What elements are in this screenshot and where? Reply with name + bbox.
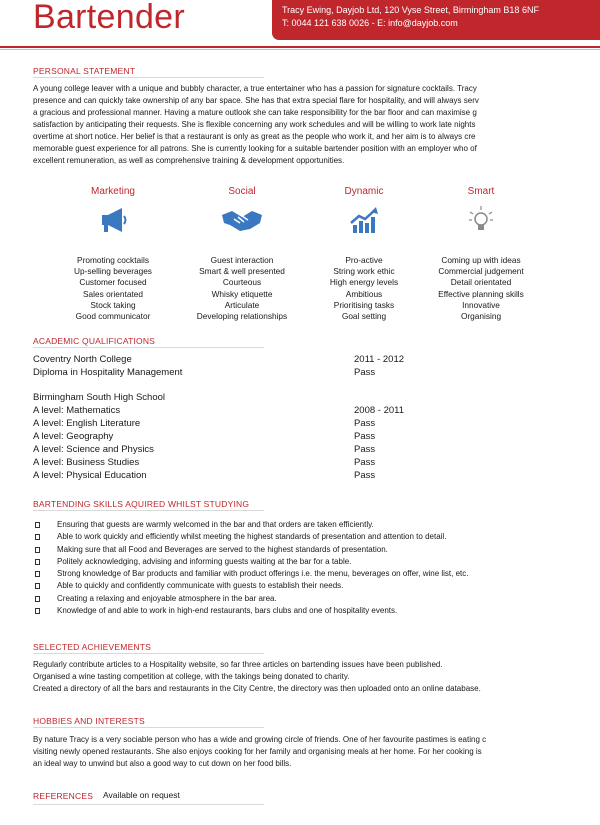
- skill-column-smart: [421, 186, 541, 322]
- bullet-box-icon: [35, 596, 40, 602]
- skill-item: Goal setting: [341, 311, 387, 322]
- section-divider: [33, 510, 264, 511]
- statement-line: satisfaction by anticipating their requests. She is flexible concerning any work schedules and will be willing to work late nights: [33, 120, 476, 129]
- skill-column-title: Dynamic: [344, 186, 384, 197]
- qualification-result: 2011 - 2012: [354, 354, 405, 365]
- bullet-box-icon: [35, 559, 40, 565]
- qualification-result: Pass: [354, 418, 376, 429]
- achievement-line: Regularly contribute articles to a Hospitality website, so far three articles on bartending issues have been published.: [33, 660, 443, 669]
- header-rule-thin: [0, 49, 600, 50]
- statement-line: a gracious and professional manner. Having a mature outlook she can take responsibility for the bar floor and can maximise g: [33, 108, 477, 117]
- skill-item: Detail orientated: [450, 277, 512, 288]
- skill-item: Good communicator: [75, 311, 151, 322]
- bullet-box-icon: [35, 534, 40, 540]
- qualification-name: Birmingham South High School: [33, 392, 166, 403]
- qualification-name: Diploma in Hospitality Management: [33, 367, 183, 378]
- bullet-box-icon: [35, 522, 40, 528]
- achievement-line: Organised a wine tasting competition at college, with the takings being donated to charity.: [33, 672, 350, 681]
- list-item-text: Knowledge of and able to work in high-end restaurants, bars clubs and one of hospitality events.: [57, 606, 398, 616]
- hobbies-line: By nature Tracy is a very sociable person who has a wide and growing circle of friends. One of her favourite pastimes is eating c: [33, 735, 487, 744]
- list-item-text: Able to work quickly and efficiently whilst meeting the highest standards of presentation and attention to detail.: [57, 532, 447, 542]
- contact-phone-email: T: 0044 121 638 0026 - E: info@dayjob.com: [282, 18, 458, 28]
- qualification-name: Coventry North College: [33, 354, 132, 365]
- personal-statement-text: [33, 83, 593, 167]
- skill-item: Developing relationships: [196, 311, 288, 322]
- bartending-heading: BARTENDING SKILLS AQUIRED WHILST STUDYING: [33, 499, 250, 509]
- qualification-name: A level: Science and Physics: [33, 444, 154, 455]
- skill-column-dynamic: [304, 186, 424, 322]
- list-item-text: Strong knowledge of Bar products and familiar with product offerings i.e. the menu, beverages on offer, wine list, etc.: [57, 569, 469, 579]
- skill-item: Guest interaction: [210, 255, 274, 265]
- skill-item: Effective planning skills: [438, 288, 524, 299]
- skill-item: Pro-active: [345, 255, 383, 265]
- contact-address: Tracy Ewing, Dayjob Ltd, 120 Vyse Street, Birmingham B18 6NF: [282, 5, 539, 15]
- statement-line: excellent remuneration, as well as comprehensive training & development opportunities.: [33, 156, 345, 165]
- section-divider: [33, 653, 264, 654]
- resume-title: Bartender: [33, 0, 186, 36]
- statement-line: memorable guest experience for all patrons. She is currently looking for a suitable bartender position with an employer who of: [33, 144, 477, 153]
- bullet-box-icon: [35, 608, 40, 614]
- qualification-result: Pass: [354, 444, 376, 455]
- skill-item: Ambitious: [345, 288, 383, 299]
- skill-item: String work ethic: [333, 266, 395, 277]
- references-text: Available on request: [103, 790, 180, 800]
- skill-column-social: [182, 186, 302, 322]
- skill-column-title: Marketing: [91, 186, 135, 197]
- lightbulb-icon: [421, 200, 541, 240]
- handshake-icon: [182, 200, 302, 240]
- qualification-result: Pass: [354, 457, 376, 468]
- qualification-name: A level: English Literature: [33, 418, 141, 429]
- list-item-text: Able to quickly and confidently communicate with guests to establish their needs.: [57, 581, 344, 591]
- hobbies-text: [33, 734, 593, 770]
- bullet-box-icon: [35, 583, 40, 589]
- qualification-result: Pass: [354, 431, 376, 442]
- skill-item: Coming up with ideas: [441, 255, 521, 265]
- skill-item: Smart & well presented: [199, 266, 285, 277]
- bullet-box-icon: [35, 571, 40, 577]
- skill-item: Prioritising tasks: [333, 299, 395, 310]
- section-divider: [33, 77, 264, 78]
- skill-item: Commercial judgement: [438, 266, 524, 277]
- skill-column-title: Smart: [467, 186, 495, 197]
- statement-line: A young college leaver with a unique and bubbly character, a true entertainer who has a passion for signature cocktails. Tracy: [33, 84, 477, 93]
- achievements-text: [33, 659, 593, 695]
- bullet-box-icon: [35, 547, 40, 553]
- skill-item: Articulate: [224, 299, 260, 310]
- qualification-result: Pass: [354, 470, 376, 481]
- references-heading: REFERENCES: [33, 791, 94, 801]
- qualification-name: A level: Mathematics: [33, 405, 121, 416]
- qualification-name: A level: Physical Education: [33, 470, 147, 481]
- contact-banner: [272, 0, 600, 40]
- skill-item: Up-selling beverages: [74, 266, 152, 277]
- achievement-line: Created a directory of all the bars and restaurants in the City Centre, the directory was then uploaded onto an online database.: [33, 684, 481, 693]
- skill-item: Promoting cocktails: [77, 255, 149, 265]
- qualification-result: Pass: [354, 367, 376, 378]
- qualification-name: A level: Geography: [33, 431, 114, 442]
- skill-item: High energy levels: [329, 277, 399, 288]
- list-item-text: Creating a relaxing and enjoyable atmosphere in the bar area.: [57, 593, 277, 603]
- hobbies-line: visiting newly opened restaurants. She also enjoys cooking for her family and organising meals at her home. For her cooking is: [33, 747, 482, 756]
- statement-line: presence and can quickly take ownership of any bar space. She has that extra special flare for hospitality, and will always serv: [33, 96, 479, 105]
- section-divider: [33, 727, 264, 728]
- skill-item: Sales orientated: [83, 288, 143, 299]
- qualification-name: A level: Business Studies: [33, 457, 140, 468]
- skill-column-title: Social: [228, 186, 256, 197]
- hobbies-heading: HOBBIES AND INTERESTS: [33, 716, 145, 726]
- growth-chart-icon: [304, 200, 424, 240]
- academic-heading: ACADEMIC QUALIFICATIONS: [33, 336, 156, 346]
- section-divider: [33, 804, 264, 805]
- section-divider: [33, 347, 264, 348]
- hobbies-line: an ideal way to unwind but also a good way to cut down on her food bills.: [33, 759, 292, 768]
- skill-column-marketing: [53, 186, 173, 322]
- megaphone-icon: [53, 200, 173, 240]
- skill-item: Innovative: [462, 299, 500, 310]
- achievements-heading: SELECTED ACHIEVEMENTS: [33, 642, 152, 652]
- skill-item: Stock taking: [90, 299, 136, 310]
- statement-line: overtime at short notice. Her belief is that a restaurant is only as great as the people who work it, and her aim is to always cre: [33, 132, 476, 141]
- list-item-text: Making sure that all Food and Beverages are served to the highest standards of presentation.: [57, 544, 388, 554]
- skill-item: Whisky etiquette: [211, 288, 273, 299]
- skill-item: Customer focused: [79, 277, 147, 288]
- list-item-text: Ensuring that guests are warmly welcomed in the bar and that orders are taken efficiently.: [57, 520, 374, 529]
- skill-item: Courteous: [222, 277, 262, 288]
- qualification-result: 2008 - 2011: [354, 405, 405, 416]
- header-rule: [0, 46, 600, 48]
- list-item-text: Politely acknowledging, advising and informing guests waiting at the bar for a table.: [57, 556, 352, 566]
- skill-item: Organising: [460, 311, 502, 322]
- personal-statement-heading: PERSONAL STATEMENT: [33, 66, 136, 76]
